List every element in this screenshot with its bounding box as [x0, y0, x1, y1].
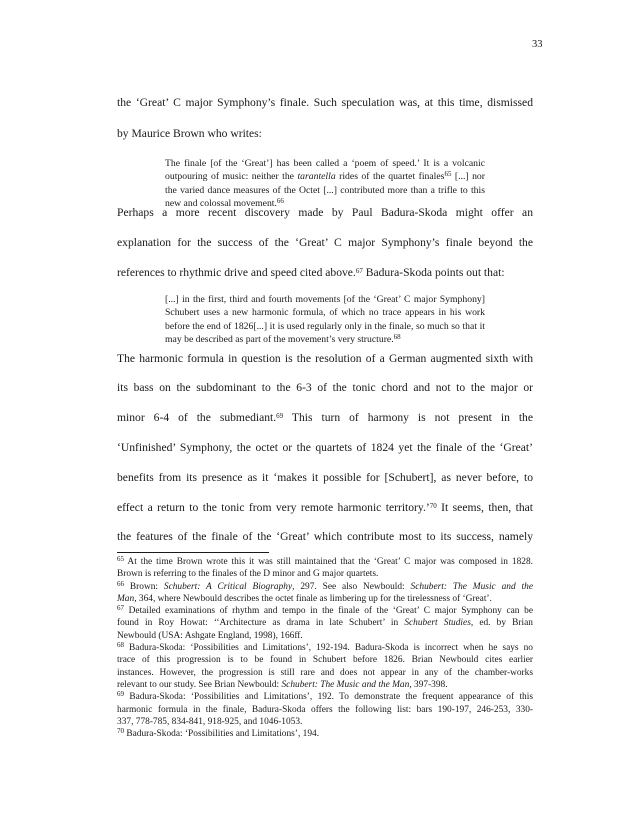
body-line: the ‘Great’ C major Symphony’s finale. Such speculation was, at this time, dismissed [117, 96, 533, 109]
footnote-title: Schubert: The Music and the [410, 581, 533, 592]
footnote-number: 69 [117, 690, 124, 699]
footnote-text: Badura-Skoda: ‘Possibilities and Limitations’, 192. To demonstrate the frequent appearance of this [124, 692, 533, 703]
body-line: ‘Unfinished’ Symphony, the octet or the quartets of 1824 yet the finale of the ‘Great’ [117, 441, 533, 454]
footnote-text: , ed. by Brian [470, 618, 533, 629]
italic-term: tarantella [297, 171, 336, 183]
quote-line [165, 170, 485, 183]
body-text-segment: effect a return to the tonic from very remote harmonic territory.’ [117, 501, 430, 514]
footnote-line [117, 593, 533, 605]
footnote-69 [117, 691, 533, 703]
footnote-text: found in Roy Howat: ‘‘Architecture as drama in late Schubert’ in [117, 618, 405, 629]
footnote-65 [117, 556, 533, 568]
footnote-ref-69: 69 [276, 412, 284, 420]
body-text-segment: Badura-Skoda points out that: [362, 266, 505, 279]
body-text-segment: references to rhythmic drive and speed cited above. [117, 266, 356, 279]
footnote-text: Brown: [124, 581, 164, 592]
footnote-67 [117, 605, 533, 617]
quote-text: new and colossal movement. [165, 197, 277, 209]
footnote-number: 65 [117, 555, 124, 563]
block-quote-badura-skoda [165, 293, 485, 346]
footnote-ref-68: 68 [393, 332, 401, 341]
page-number: 33 [532, 39, 543, 50]
footnote-70 [117, 728, 533, 740]
footnote-number: 66 [117, 579, 124, 588]
body-line [117, 412, 533, 424]
footnote-text: Badura-Skoda: ‘Possibilities and Limitations’, 194. [124, 729, 320, 740]
body-line [117, 502, 533, 514]
footnote-text: , 397-398. [409, 679, 448, 690]
footnote-line: Newbould (USA: Ashgate England, 1998), 166ff. [117, 630, 303, 641]
footnote-ref-67: 67 [355, 267, 363, 275]
footnote-ref-70: 70 [429, 502, 437, 510]
body-line: The harmonic formula in question is the resolution of a German augmented sixth with [117, 352, 533, 365]
quote-text: rides of the quartet finales [335, 171, 445, 183]
body-line: by Maurice Brown who writes: [117, 127, 262, 140]
footnote-separator [117, 552, 269, 553]
footnote-66 [117, 581, 533, 593]
body-line: explanation for the success of the ‘Great’ C major Symphony’s finale beyond the [117, 236, 533, 249]
footnote-title: Man [117, 593, 135, 604]
footnote-title: Schubert Studies [404, 618, 471, 629]
footnote-68 [117, 642, 533, 654]
footnotes [117, 556, 533, 740]
quote-text: [...] nor [451, 171, 485, 183]
quote-text: may be described as part of the movement’s very structure. [165, 333, 394, 345]
footnote-text: relevant to our study. See Brian Newbould: [117, 679, 282, 690]
quote-line: Schubert uses a new harmonic formula, of which no trace appears in his work [165, 307, 485, 319]
body-line: its bass on the subdominant to the 6-3 of the tonic chord and not to the major or [117, 381, 533, 394]
footnote-text: , 297. See also Newbould: [292, 581, 411, 592]
footnote-line [117, 617, 533, 629]
footnote-line: 337, 778-785, 834-841, 918-925, and 1046-1053. [117, 716, 303, 727]
footnote-text: At the time Brown wrote this it was still maintained that the ‘Great’ C major was composed in 1828. [124, 557, 533, 567]
footnote-line [117, 679, 533, 691]
footnote-number: 70 [117, 727, 124, 736]
quote-text: outpouring of music: neither the [165, 171, 298, 183]
footnote-text: , 364, where Newbould describes the octet finale as limbering up for the tirelessness of ‘Great’. [134, 593, 492, 604]
quote-line: The finale [of the ‘Great’] has been called a ‘poem of speed.’ It is a volcanic [165, 158, 485, 169]
body-line: the features of the finale of the ‘Great’ which contribute most to its success, namely [117, 530, 533, 543]
footnote-line: trace of this progression is to be found in Schubert before 1826. Brian Newbould cites earlier [117, 655, 533, 666]
quote-line: [...] in the first, third and fourth movements [of the ‘Great’ C major Symphony] [165, 294, 485, 305]
footnote-ref-66: 66 [276, 196, 284, 205]
body-text-segment: minor 6-4 of the submediant. [117, 411, 277, 424]
body-text-segment: It seems, then, that [436, 501, 533, 514]
block-quote-brown [165, 157, 485, 210]
footnote-line: instances. However, the progression is still rare and does not appear in any of the chamber-works [117, 667, 533, 678]
quote-line: the varied dance measures of the Octet [...] contributed more than a trifle to this [165, 184, 485, 196]
body-text-segment: This turn of harmony is not present in the [283, 411, 533, 424]
footnote-line: Brown is referring to the finales of the D minor and G major quartets. [117, 569, 379, 580]
footnote-number: 67 [117, 604, 124, 613]
quote-line: before the end of 1826[...] it is used regularly only in the finale, so much so that it [165, 320, 485, 332]
footnote-line: harmonic formula in the finale, Badura-Skoda offers the following list: bars 190-197, 246-253, 330- [117, 704, 533, 715]
body-line [117, 267, 533, 279]
footnote-text: Detailed examinations of rhythm and tempo in the finale of the ‘Great’ C major Symphony can be [124, 606, 533, 617]
footnote-title: Schubert: A Critical Biography [163, 581, 293, 592]
footnote-number: 68 [117, 641, 124, 650]
footnote-title: Schubert: The Music and the Man [281, 679, 410, 690]
body-line: benefits from its presence as it ‘makes it possible for [Schubert], as never before, to [117, 471, 533, 484]
quote-line [165, 333, 485, 346]
body-line: Perhaps a more recent discovery made by Paul Badura-Skoda might offer an [117, 206, 533, 219]
footnote-text: Badura-Skoda: ‘Possibilities and Limitations’, 192-194. Badura-Skoda is incorrect when he says no [124, 643, 533, 654]
footnote-ref-65: 65 [444, 170, 452, 179]
